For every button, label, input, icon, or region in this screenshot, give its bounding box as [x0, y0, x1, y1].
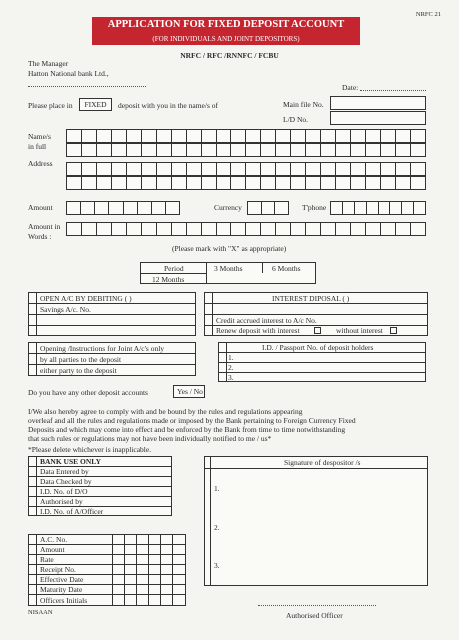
open-ac-divider [36, 292, 37, 336]
ac-row-label: Receipt No. [40, 565, 76, 574]
phone-label: T'phone [302, 203, 327, 212]
id-line-1 [218, 352, 426, 353]
interest-line-2 [204, 314, 428, 315]
open-ac-line-3 [28, 325, 196, 326]
placement-suffix: deposit with you in the name/s of [118, 101, 218, 110]
address-grid-1[interactable] [66, 162, 426, 176]
agreement-line-1: I/We also hereby agree to comply with and be bound by the rules and regulations appearing [28, 407, 303, 416]
id-number-3: 3. [228, 373, 234, 382]
slash-divider: / [189, 387, 192, 396]
page-subtitle: (FOR INDIVIDUALS AND JOINT DEPOSITORS) [152, 35, 300, 43]
ac-row-label: Effective Date [40, 575, 84, 584]
ac-col-5 [160, 534, 161, 606]
with-interest-checkbox[interactable] [314, 327, 321, 334]
currency-label: Currency [214, 203, 242, 212]
bank-use-row: I.D. No. of D/O [40, 487, 88, 496]
ac-row-label: Amount [40, 545, 65, 554]
renew-with-interest-label: Renew deposit with interest [216, 326, 300, 335]
id-number-1: 1. [228, 353, 234, 362]
amount-words-label: Amount in Words : [28, 222, 61, 241]
credit-interest-label: Credit accrued interest to A/c No. [216, 316, 317, 325]
without-interest-label: without interest [336, 326, 383, 335]
signature-1: 1. [214, 484, 220, 493]
signature-divider [210, 456, 211, 586]
interest-divider [212, 292, 213, 336]
joint-instructions-label: Opening /Instructions for Joint A/c's only [40, 344, 165, 353]
id-divider [226, 342, 227, 382]
addressee-dots [28, 86, 146, 87]
ac-col-1 [112, 534, 113, 606]
placement-prefix: Please place in [28, 101, 73, 110]
id-line-3 [218, 372, 426, 373]
open-ac-title: OPEN A/C BY DEBITING ( ) [40, 294, 132, 303]
signature-box [204, 456, 428, 586]
other-accounts-question: Do you have any other deposit accounts [28, 388, 148, 397]
other-accounts-yes-no[interactable] [173, 385, 205, 398]
bank-use-title: BANK USE ONLY [40, 457, 101, 466]
ac-col-4 [148, 534, 149, 606]
deposit-type-box: FIXED [79, 98, 112, 111]
account-codes: NRFC / RFC /RNNFC / FCBU [180, 51, 279, 60]
signature-title: Signature of despositor /s [284, 458, 361, 467]
id-title: I.D. / Passport No. of deposit holders [262, 343, 374, 352]
bank-use-row: Data Checked by [40, 477, 92, 486]
id-number-2: 2. [228, 363, 234, 372]
ac-row-label: Rate [40, 555, 54, 564]
ac-col-6 [172, 534, 173, 606]
open-ac-line-2 [28, 314, 196, 315]
date-field[interactable] [360, 90, 426, 91]
address-grid-2[interactable] [66, 176, 426, 190]
signature-3: 3. [214, 561, 220, 570]
ac-col-2 [124, 534, 125, 606]
savings-ac-label: Savings A/c. No. [40, 305, 91, 314]
addressee-line1: The Manager [28, 59, 69, 68]
agreement-line-4: that such rules or regulations may not have been individually notified to me / us* [28, 434, 272, 443]
bank-use-row: I.D. No. of A/Officer [40, 507, 104, 516]
interest-title: INTEREST DIPOSAL ( ) [272, 294, 350, 303]
ac-line-6 [28, 594, 186, 595]
footer-code: NISAAN [28, 609, 53, 616]
phone-grid[interactable] [330, 201, 426, 215]
joint-divider [36, 342, 37, 376]
currency-grid[interactable] [247, 201, 289, 215]
names-grid-2[interactable] [66, 143, 426, 157]
period-col-divider-1 [206, 262, 207, 273]
amount-label: Amount [28, 203, 53, 212]
form-code: NRFC 21 [415, 11, 441, 18]
period-6-months[interactable]: 6 Months [272, 264, 301, 273]
no-option[interactable]: No [193, 387, 203, 396]
ld-label: L/D No. [283, 115, 308, 124]
names-label: Name/s in full [28, 132, 51, 151]
delete-note: *Please delete whichever is inapplicable. [28, 445, 152, 454]
page-title: APPLICATION FOR FIXED DEPOSIT ACCOUNT [107, 19, 345, 30]
names-grid-1[interactable] [66, 129, 426, 143]
agreement-line-2: overleaf and all the rules and regulations made or imposed by the Bank pertaining to Foreign Currency Fixed [28, 416, 356, 425]
signature-2: 2. [214, 523, 220, 532]
main-file-field[interactable] [330, 96, 426, 110]
open-ac-line-1 [28, 303, 196, 304]
ac-divider [36, 534, 37, 606]
ac-col-3 [136, 534, 137, 606]
bank-use-row: Data Entered by [40, 467, 89, 476]
period-12-months[interactable]: 12 Months [152, 275, 185, 284]
interest-line-1 [204, 303, 428, 304]
period-col-divider-2 [262, 262, 263, 273]
authorised-officer-label: Authorised Officer [286, 611, 343, 620]
yes-option[interactable]: Yes [177, 387, 188, 396]
ac-row-label: Maturity Date [40, 585, 83, 594]
period-3-months[interactable]: 3 Months [214, 264, 243, 273]
addressee-line2: Hatton National bank Ltd., [28, 69, 109, 78]
period-label: Period [164, 264, 184, 273]
signature-title-line [204, 468, 428, 469]
ac-row-label: A.C. No. [40, 535, 68, 544]
agreement-line-3: Deposits and which may come into effect and be enforced by the Bank from time to time notwithstanding [28, 425, 346, 434]
joint-either-party-label[interactable]: either party to the deposit [40, 366, 117, 375]
amount-words-grid[interactable] [66, 222, 426, 236]
address-label: Address [28, 159, 53, 168]
ac-row-label: Officers Initials [40, 596, 88, 605]
joint-line-2 [28, 364, 196, 365]
main-file-label: Main file No. [283, 100, 324, 109]
date-label: Date: [342, 83, 359, 92]
period-row-divider [140, 273, 206, 274]
amount-grid[interactable] [66, 201, 180, 215]
joint-line-1 [28, 353, 196, 354]
ld-field[interactable] [330, 111, 426, 125]
joint-all-parties-label[interactable]: by all parties to the deposit [40, 355, 122, 364]
period-note: (Please mark with "X" as appropriate) [172, 244, 287, 253]
without-interest-checkbox[interactable] [390, 327, 397, 334]
bank-use-row: Authorised by [40, 497, 83, 506]
officer-signature-line[interactable] [258, 605, 376, 606]
bank-use-divider [36, 456, 37, 516]
id-line-2 [218, 362, 426, 363]
period-col-divider-3 [206, 273, 207, 284]
